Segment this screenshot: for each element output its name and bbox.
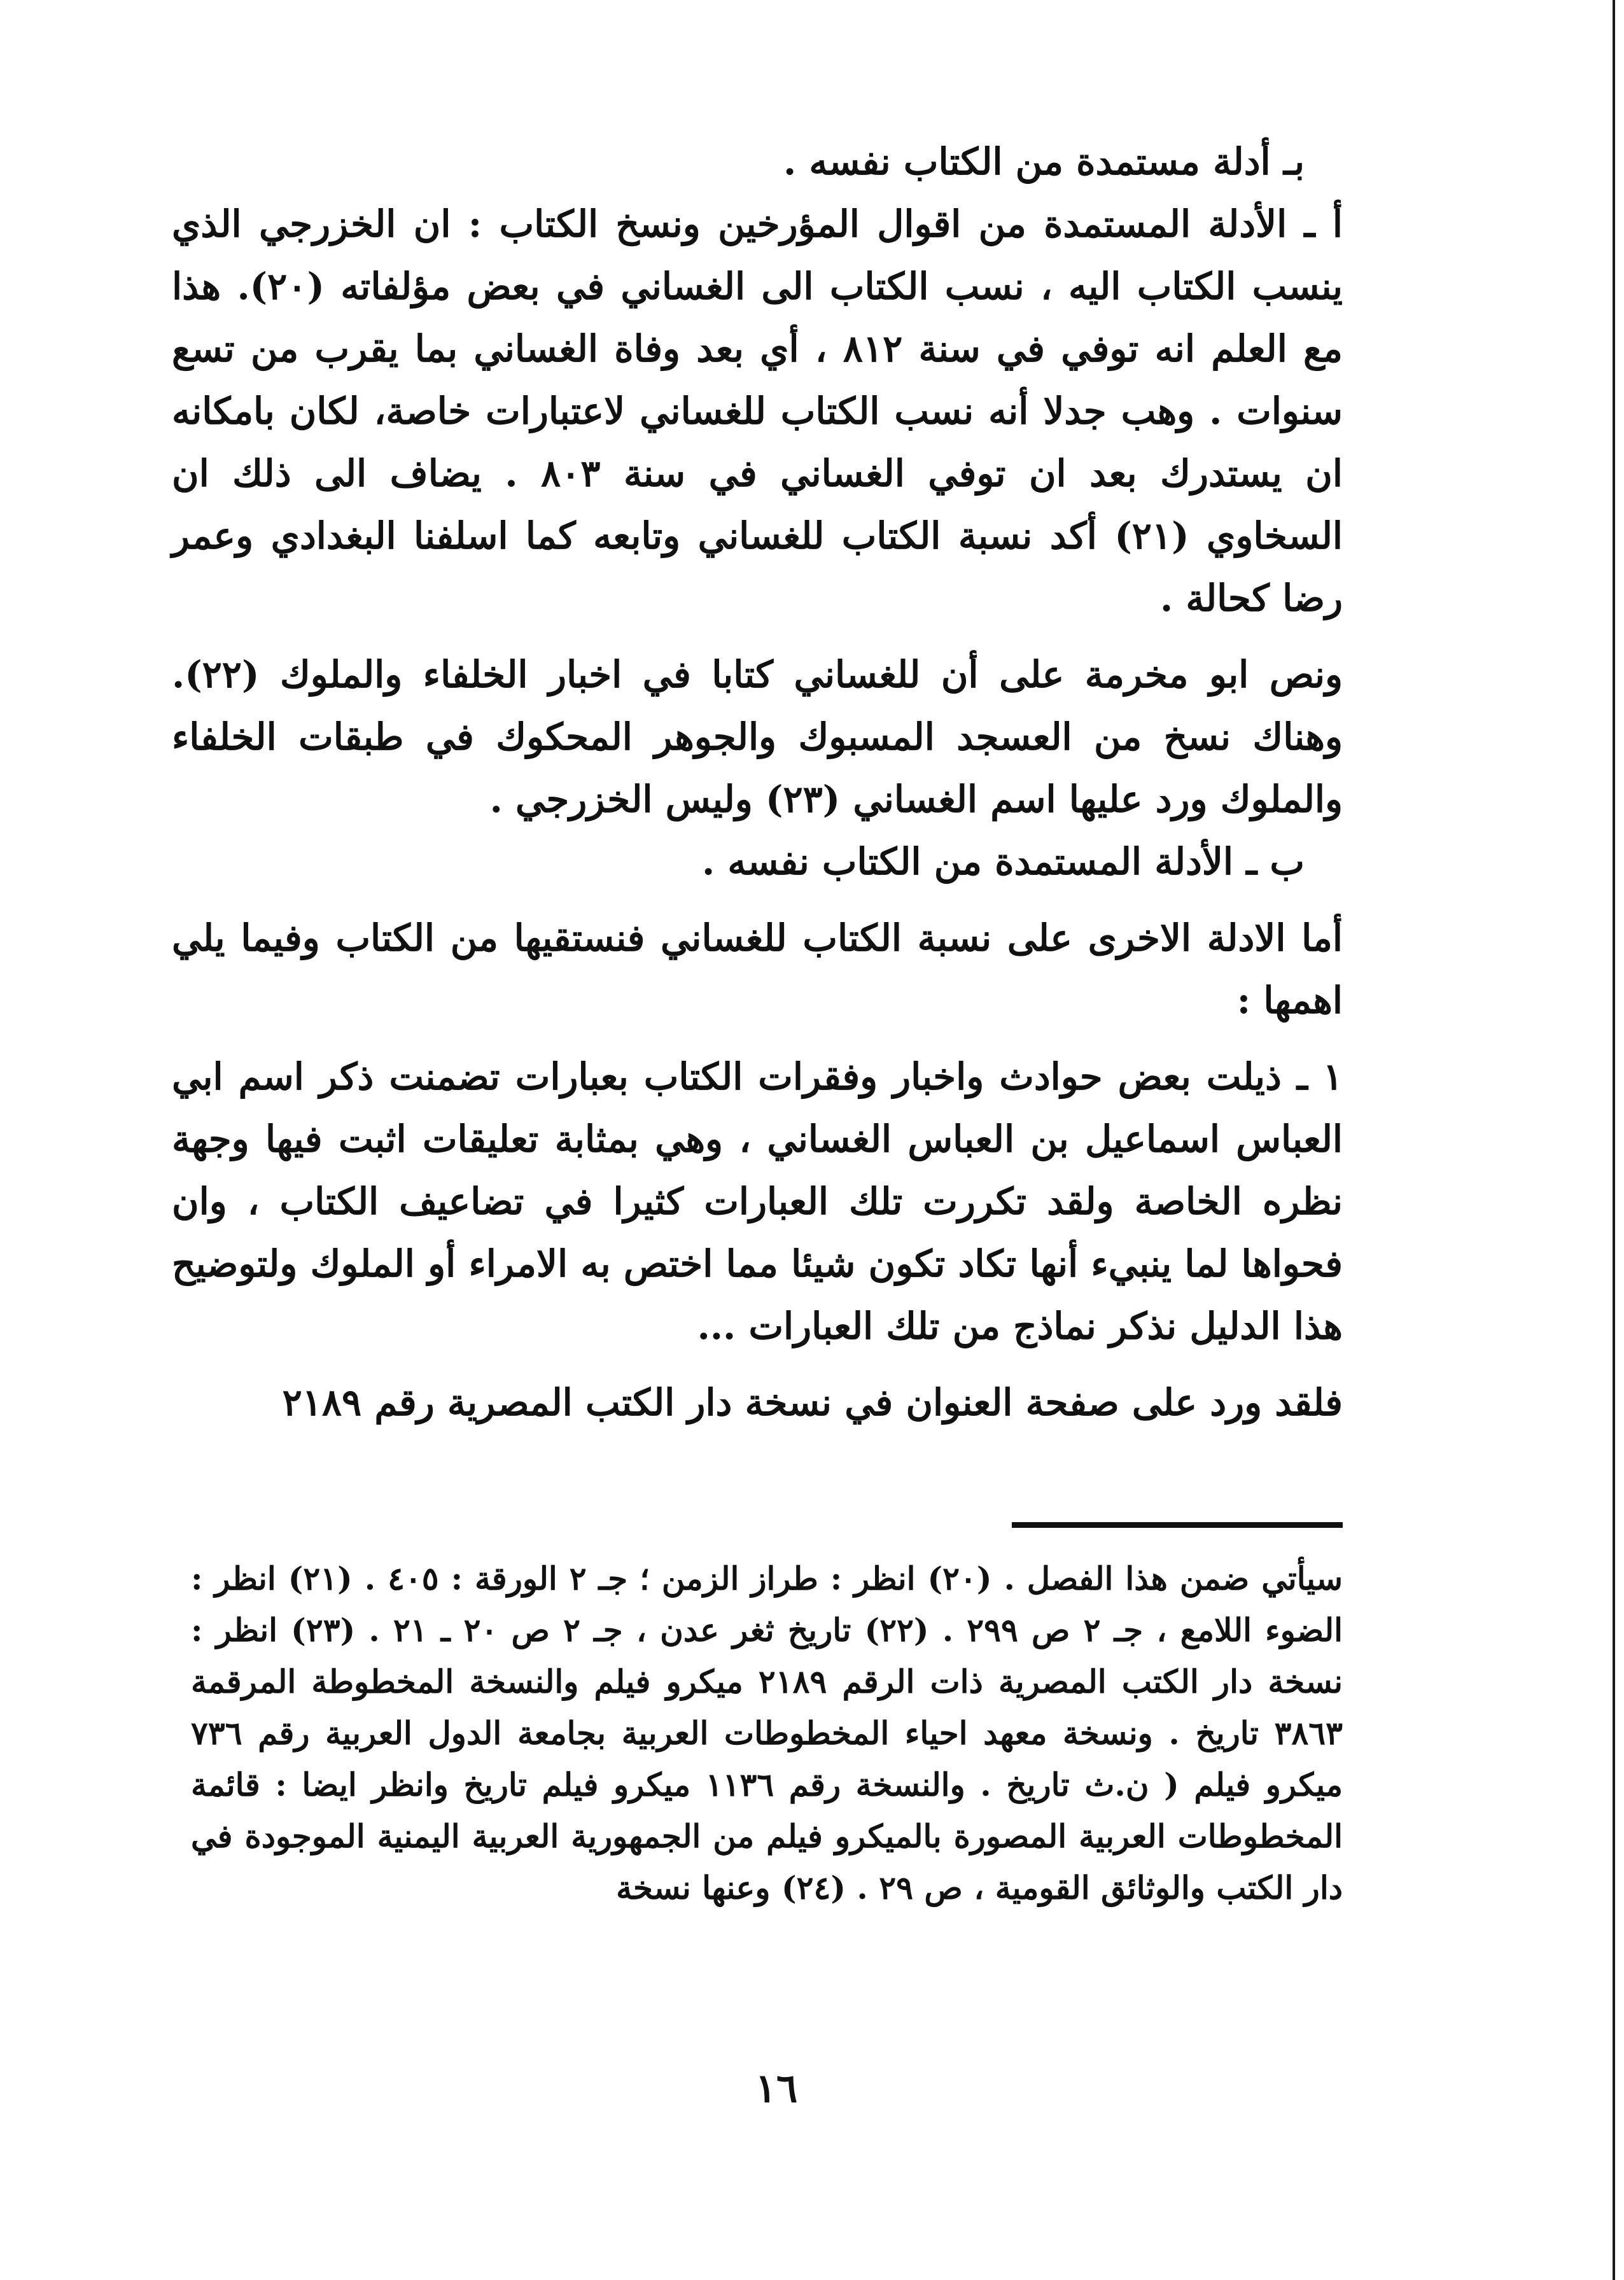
footnote-divider [1012, 1522, 1343, 1528]
paragraph-abu-makhrama: ونص ابو مخرمة على أن للغساني كتابا في اخبار الخلفاء والملوك (٢٢). وهناك نسخ من العسجد المسبوك والجوهر المحكوك في طبقات الخلفاء والملوك ورد عليها اسم الغساني (٢٣) وليس الخزرجي . [172, 653, 1343, 821]
paragraph-other-evidence: أما الادلة الاخرى على نسبة الكتاب للغساني فنستقيها من الكتاب وفيما يلي اهمها : [172, 916, 1343, 1022]
paragraph-point-one: ١ ـ ذيلت بعض حوادث واخبار وفقرات الكتاب بعبارات تضمنت ذكر اسم ابي العباس اسماعيل بن العباس الغساني ، وهي بمثابة تعليقات اثبت فيها وجهة نظره الخاصة ولقد تكررت تلك العبارات كثيرا في تضاعيف الكتاب ، وان فحواها لما ينبيء أنها تكاد تكون شيئا مما اختص به الامراء أو الملوك ولتوضيح هذا الدليل نذكر نماذج من تلك العبارات ... [172, 1055, 1343, 1348]
scan-border [1613, 0, 1615, 2280]
main-text [172, 130, 1343, 1434]
paragraph-historians-evidence: أ ـ الأدلة المستمدة من اقوال المؤرخين ونسخ الكتاب : ان الخزرجي الذي ينسب الكتاب اليه ، نسب الكتاب الى الغساني في بعض مؤلفاته (٢٠). هذا مع العلم انه توفي في سنة ٨١٢ ، أي بعد وفاة الغساني بما يقرب من تسع سنوات . وهب جدلا أنه نسب الكتاب للغساني لاعتبارات خاصة، لكان بامكانه ان يستدرك بعد ان توفي الغساني في سنة ٨٠٣ . يضاف الى ذلك ان السخاوي (٢١) أكد نسبة الكتاب للغساني وتابعه كما اسلفنا البغدادي وعمر رضا كحالة . [172, 202, 1343, 620]
footnotes: سيأتي ضمن هذا الفصل . (٢٠) انظر : طراز الزمن ؛ جـ ٢ الورقة : ٤٠٥ . (٢١) انظر : الضوء اللامع ، جـ ٢ ص ٢٩٩ . (٢٢) تاريخ ثغر عدن ، جـ ٢ ص ٢٠ ـ ٢١ . (٢٣) انظر : نسخة دار الكتب المصرية ذات الرقم ٢١٨٩ ميكرو فيلم والنسخة المخطوطة المرقمة ٣٨٦٣ تاريخ . ونسخة معهد احياء المخطوطات العربية بجامعة الدول العربية رقم ٧٣٦ ميكرو فيلم ( ن.ث تاريخ . والنسخة رقم ١١٣٦ ميكرو فيلم تاريخ وانظر ايضا : قائمة المخطوطات العربية المصورة بالميكرو فيلم من الجمهورية العربية اليمنية الموجودة في دار الكتب والوثائق القومية ، ص ٢٩ . (٢٤) وعنها نسخة [191, 1560, 1343, 1906]
subsection-heading-b: بـ أدلة مستمدة من الكتاب نفسه . [783, 140, 1305, 183]
paragraph-title-page: فلقد ورد على صفحة العنوان في نسخة دار الكتب المصرية رقم ٢١٨٩ [282, 1381, 1343, 1424]
page-number: ١٦ [755, 2065, 798, 2111]
subsection-heading-book-evidence: ب ـ الأدلة المستمدة من الكتاب نفسه . [702, 840, 1305, 883]
